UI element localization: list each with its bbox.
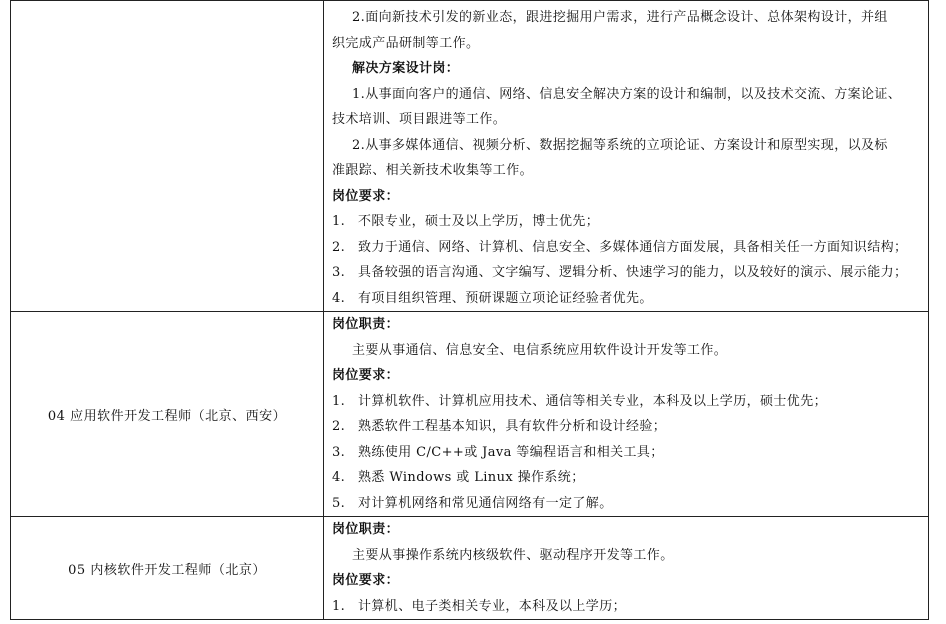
requirements-heading: 岗位要求： — [332, 573, 400, 588]
detail-line: 1.从事面向客户的通信、网络、信息安全解决方案的设计和编制，以及技术交流、方案论证、 — [352, 86, 902, 102]
position-title-cell — [11, 1, 324, 312]
requirement-text: 具备较强的语言沟通、文字编写、逻辑分析、快速学习的能力，以及较好的演示、展示能力； — [358, 265, 908, 280]
position-detail-cell — [324, 312, 929, 517]
solution-design-heading: 解决方案设计岗： — [352, 61, 460, 76]
requirement-item — [332, 389, 922, 415]
position-detail-cell — [324, 517, 929, 620]
requirement-item — [332, 594, 922, 620]
table-row — [11, 1, 929, 312]
position-title-cell: 05 内核软件开发工程师（北京） — [11, 517, 324, 620]
requirement-text: 熟悉 Windows 或 Linux 操作系统； — [358, 470, 585, 485]
requirement-number: 1. — [332, 393, 346, 409]
requirement-number: 4. — [332, 470, 346, 485]
duty-text: 主要从事操作系统内核级软件、驱动程序开发等工作。 — [352, 547, 674, 563]
requirement-text: 计算机、电子类相关专业，本科及以上学历； — [358, 598, 627, 614]
detail-line: 2.面向新技术引发的新业态，跟进挖掘用户需求，进行产品概念设计、总体架构设计，并组 — [352, 10, 888, 25]
detail-line: 技术培训、项目跟进等工作。 — [332, 112, 507, 127]
requirement-item — [332, 440, 922, 466]
job-table — [10, 0, 929, 620]
requirement-item — [332, 491, 922, 517]
detail-line: 准跟踪、相关新技术收集等工作。 — [332, 163, 534, 178]
requirement-item — [332, 465, 922, 491]
detail-line: 织完成产品研制等工作。 — [332, 35, 480, 51]
requirement-item — [332, 209, 922, 235]
requirement-number: 3. — [332, 265, 346, 280]
requirement-item — [332, 414, 922, 440]
requirement-number: 4. — [332, 290, 346, 306]
requirement-text: 计算机软件、计算机应用技术、通信等相关专业，本科及以上学历，硕士优先； — [358, 393, 828, 409]
requirement-number: 2. — [332, 239, 346, 255]
table-row — [11, 517, 929, 620]
duty-heading: 岗位职责： — [332, 317, 400, 332]
position-title-cell: 04 应用软件开发工程师（北京、西安） — [11, 312, 324, 517]
requirement-item — [332, 260, 922, 286]
requirement-text: 对计算机网络和常见通信网络有一定了解。 — [358, 495, 613, 511]
duty-text: 主要从事通信、信息安全、电信系统应用软件设计开发等工作。 — [352, 342, 728, 358]
requirement-text: 有项目组织管理、预研课题立项论证经验者优先。 — [358, 290, 653, 306]
requirement-number: 1. — [332, 598, 346, 614]
requirement-text: 致力于通信、网络、计算机、信息安全、多媒体通信方面发展，具备相关任一方面知识结构； — [358, 239, 908, 255]
requirement-text: 熟练使用 C/C++或 Java 等编程语言和相关工具； — [358, 444, 664, 460]
requirement-number: 3. — [332, 444, 346, 460]
detail-line: 2.从事多媒体通信、视频分析、数据挖掘等系统的立项论证、方案设计和原型实现，以及标 — [352, 137, 888, 153]
requirement-item — [332, 235, 922, 261]
requirement-number: 5. — [332, 495, 346, 511]
requirement-number: 1. — [332, 214, 346, 229]
table-row — [11, 312, 929, 517]
requirement-number: 2. — [332, 419, 346, 434]
requirement-text: 熟悉软件工程基本知识，具有软件分析和设计经验； — [358, 419, 667, 434]
duty-heading: 岗位职责： — [332, 522, 400, 537]
requirement-text: 不限专业，硕士及以上学历，博士优先； — [358, 214, 600, 229]
requirements-heading: 岗位要求： — [332, 368, 400, 383]
requirement-item — [332, 286, 922, 312]
requirements-heading: 岗位要求： — [332, 188, 400, 204]
position-detail-cell — [324, 1, 929, 312]
